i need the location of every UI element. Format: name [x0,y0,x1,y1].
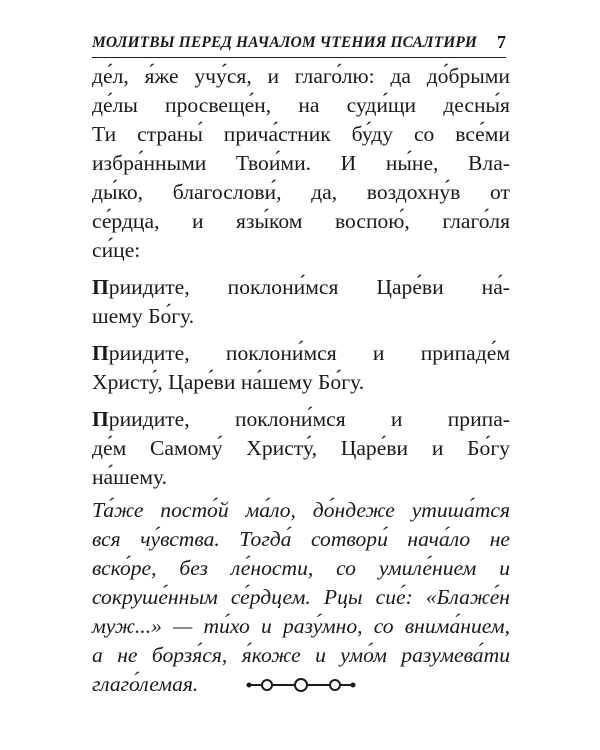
text-line: де́л, я́же учу́ся, и глаго́лю: да до́брыми [92,64,510,88]
rubric-line: муж...» — ти́хо и разу́мно, со внима́нием, [92,614,510,638]
rubric-line: а не борзя́ся, я́коже и умо́м разумева́ти [92,643,510,667]
text-line: ды́ко, благослови́, да, воздохну́в от [92,180,510,204]
text-line: си́це: [92,238,141,262]
prayer-paragraph [92,62,510,265]
line-rest: риидите, поклони́мся и припа- [108,407,510,431]
text-line: се́рдца, и язы́ком воспою́, глаго́ля [92,209,510,233]
text-line [92,273,510,302]
rubric-line: Та́же посто́й ма́ло, до́ндеже утиша́тся [92,498,510,522]
running-header [92,30,506,60]
rubric-line: вся чу́вства. Тогда́ сотвори́ нача́ло не [92,527,510,551]
text-line [92,339,510,368]
ornament-divider-icon [246,677,356,693]
text-line: шему Бо́гу. [92,304,195,328]
bold-initial: П [92,275,109,299]
header-rule [92,57,506,58]
text-line: де́лы просвеще́н, на суди́щи десны́я [92,93,510,117]
rubric-line: вско́ре, без ле́ности, со умиле́нием и [92,556,510,580]
page-number: 7 [497,32,506,52]
line-rest: риидите, поклони́мся Царе́ви на́- [108,275,510,299]
rubric-line: сокруше́нным се́рдцем. Рцы сие́: «Блаже́н [92,585,510,609]
text-line: Ти страны́ прича́стник бу́ду со все́ми [92,122,510,146]
rubric-line: глаго́лемая. [92,672,199,696]
invocation-1 [92,273,510,331]
text-line [92,405,510,434]
running-title: МОЛИТВЫ ПЕРЕД НАЧАЛОМ ЧТЕНИЯ ПСАЛТИРИ [92,34,478,51]
page-text [92,62,510,699]
text-line: де́м Самому́ Христу́, Царе́ви и Бо́гу [92,436,510,460]
rubric-instructions [92,496,510,699]
text-line: избра́нными Твои́ми. И ны́не, Вла- [92,151,510,175]
invocation-3 [92,405,510,492]
text-line: Христу́, Царе́ви на́шему Бо́гу. [92,370,365,394]
invocation-2 [92,339,510,397]
text-line: на́шему. [92,465,168,489]
line-rest: риидите, поклони́мся и припаде́м [108,341,510,365]
bold-initial: П [92,407,109,431]
bold-initial: П [92,341,109,365]
